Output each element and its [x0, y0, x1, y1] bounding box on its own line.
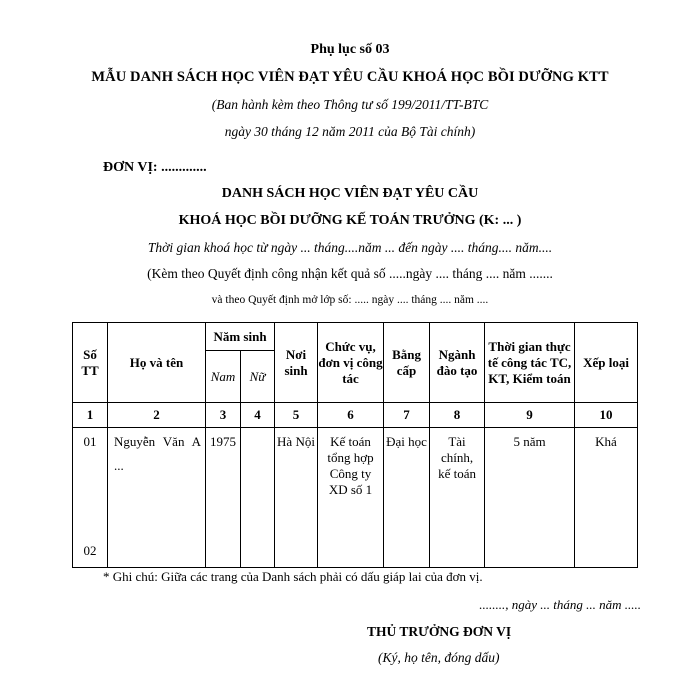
header-birth-year: Năm sinh [206, 323, 275, 351]
course-time-line: Thời gian khoá học từ ngày ... tháng....năm ... đến ngày .... tháng.... năm.... [147, 240, 553, 255]
column-number: 1 [73, 403, 108, 428]
form-title: MẪU DANH SÁCH HỌC VIÊN ĐẠT YÊU CẦU KHOÁ HỌC BỒI DƯỠNG KTT [91, 69, 609, 85]
issued-note-line-1: (Ban hành kèm theo Thông tư số 199/2011/TT-BTC [211, 97, 489, 112]
cell-stt [73, 428, 108, 568]
decision-reference-line: (Kèm theo Quyết định công nhận kết quả số .....ngày .... tháng .... năm ....... [147, 266, 553, 281]
date-line: ........, ngày ... tháng ... năm ..... [479, 597, 641, 612]
header-major: Ngành đào tạo [430, 323, 485, 403]
header-rank: Xếp loại [575, 323, 638, 403]
unit-label: ĐƠN VỊ: ............. [103, 160, 207, 175]
list-title-line-2: KHOÁ HỌC BỒI DƯỠNG KẾ TOÁN TRƯỞNG (K: ... ) [178, 213, 522, 228]
column-number: 2 [108, 403, 206, 428]
header-female: Nữ [241, 351, 275, 403]
signer-title: THỦ TRƯỞNG ĐƠN VỊ [367, 624, 512, 639]
column-number: 8 [430, 403, 485, 428]
column-number: 6 [318, 403, 384, 428]
cell-birth-year-female [241, 428, 275, 568]
name-ellipsis: ... [114, 458, 124, 473]
column-number: 5 [275, 403, 318, 428]
cell-birthplace: Hà Nội [275, 428, 318, 568]
header-male: Nam [206, 351, 241, 403]
cell-major: Tài chính, kế toán [430, 428, 485, 568]
appendix-label: Phụ lục số 03 [310, 42, 390, 57]
signer-note: (Ký, họ tên, đóng dấu) [378, 650, 500, 665]
student-name: Nguyễn Văn A [114, 434, 201, 449]
issued-note-line-2: ngày 30 tháng 12 năm 2011 của Bộ Tài chính) [224, 124, 476, 139]
footnote: * Ghi chú: Giữa các trang của Danh sách phải có dấu giáp lai của đơn vị. [103, 569, 483, 584]
header-position: Chức vụ, đơn vị công tác [318, 323, 384, 403]
column-number: 3 [206, 403, 241, 428]
cell-degree: Đại học [384, 428, 430, 568]
cell-name [108, 428, 206, 568]
header-birthplace: Nơi sinh [275, 323, 318, 403]
column-number: 4 [241, 403, 275, 428]
cell-experience: 5 năm [485, 428, 575, 568]
row-1-stt: 01 [83, 434, 97, 449]
header-experience: Thời gian thực tế công tác TC, KT, Kiểm toán [485, 323, 575, 403]
student-list-table [72, 322, 638, 568]
open-class-decision-line: và theo Quyết định mở lớp số: ..... ngày .... tháng .... năm .... [211, 294, 489, 306]
column-number: 9 [485, 403, 575, 428]
row-2-stt: 02 [83, 543, 97, 558]
column-number: 10 [575, 403, 638, 428]
header-stt: Số TT [73, 323, 108, 403]
header-name: Họ và tên [108, 323, 206, 403]
cell-rank: Khá [575, 428, 638, 568]
cell-birth-year-male: 1975 [206, 428, 241, 568]
cell-position: Kế toán tổng hợp Công ty XD số 1 [318, 428, 384, 568]
column-number: 7 [384, 403, 430, 428]
list-title-line-1: DANH SÁCH HỌC VIÊN ĐẠT YÊU CẦU [221, 186, 479, 201]
header-degree: Bằng cấp [384, 323, 430, 403]
